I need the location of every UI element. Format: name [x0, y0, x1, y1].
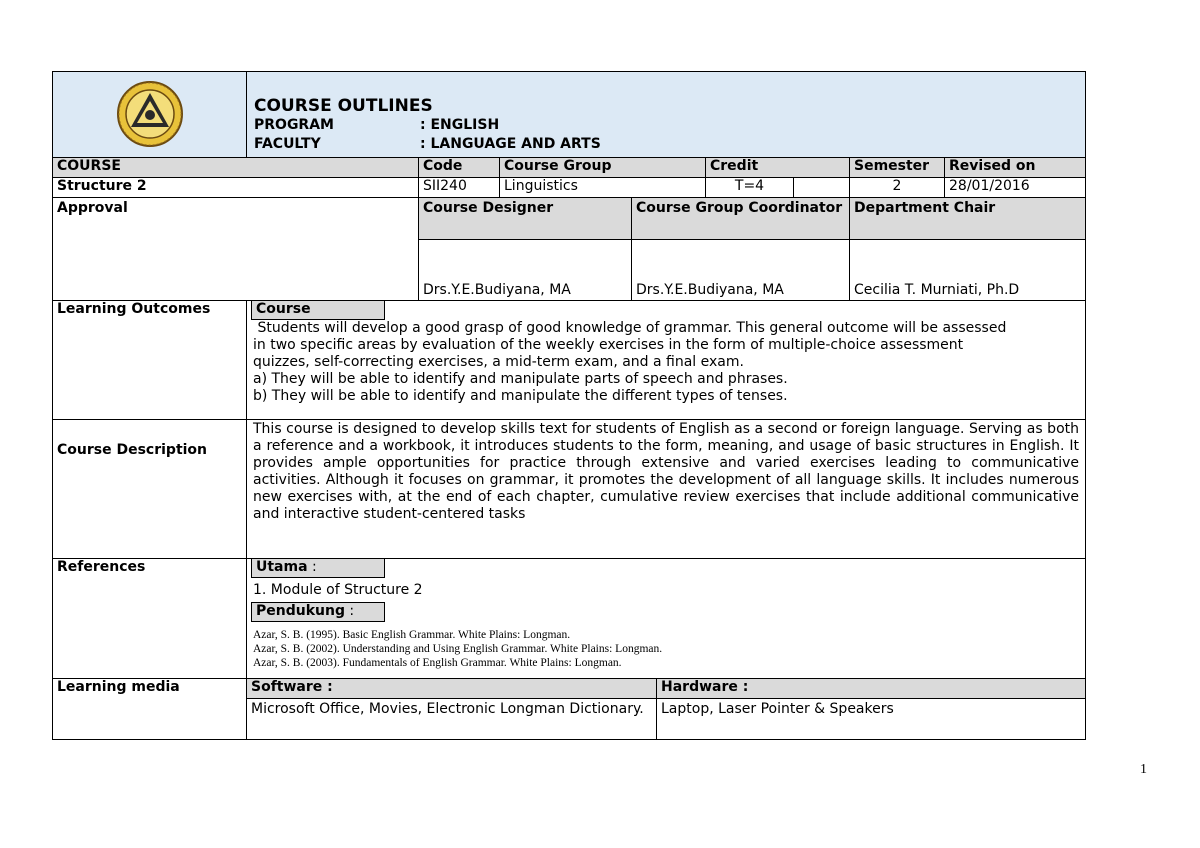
department-chair-name	[849, 239, 1086, 301]
revised-on-value: 28/01/2016	[944, 177, 1086, 198]
outcome-line: a) They will be able to identify and manipulate parts of speech and phrases.	[253, 371, 788, 387]
main-references-colon: :	[307, 559, 317, 575]
learning-outcomes-content	[246, 300, 1086, 420]
page-number: 1	[1140, 762, 1147, 777]
outcome-line: b) They will be able to identify and manipulate the different types of tenses.	[253, 388, 788, 404]
software-list: Microsoft Office, Movies, Electronic Longman Dictionary.	[246, 698, 657, 740]
main-references-tag	[251, 558, 385, 578]
logo-cell	[52, 71, 247, 158]
semester-value: 2	[849, 177, 945, 198]
supporting-reference-item: Azar, S. B. (2003). Fundamentals of English Grammar. White Plains: Longman.	[253, 657, 622, 669]
revised-on-header: Revised on	[944, 157, 1086, 178]
course-designer-header: Course Designer	[418, 197, 632, 240]
course-group-header: Course Group	[499, 157, 706, 178]
coordinator-name	[631, 239, 850, 301]
course-group: Linguistics	[499, 177, 706, 198]
software-header: Software :	[246, 678, 657, 699]
credit-extra	[793, 177, 850, 198]
code-header: Code	[418, 157, 500, 178]
supporting-reference-item: Azar, S. B. (1995). Basic English Grammar. White Plains: Longman.	[253, 629, 571, 641]
outcomes-text	[253, 320, 1083, 405]
outcome-line: quizzes, self-correcting exercises, a mid-term exam, and a final exam.	[253, 354, 744, 370]
course-code: SII240	[418, 177, 500, 198]
course-name: Structure 2	[52, 177, 419, 198]
page-title: COURSE OUTLINES	[254, 96, 433, 116]
references-content	[246, 558, 1086, 679]
hardware-list: Laptop, Laser Pointer & Speakers	[656, 698, 1086, 740]
outcome-line: Students will develop a good grasp of good knowledge of grammar. This general outcome will be assessed	[253, 320, 1007, 336]
supporting-reference-item: Azar, S. B. (2002). Understanding and Using English Grammar. White Plains: Longman.	[253, 643, 663, 655]
supporting-references-tag	[251, 602, 385, 622]
learning-media-label: Learning media	[52, 678, 247, 740]
coordinator-header: Course Group Coordinator	[631, 197, 850, 240]
supporting-references-colon: :	[344, 603, 355, 619]
credit-header: Credit	[705, 157, 850, 178]
program-label: PROGRAM	[254, 117, 334, 133]
department-chair-header: Department Chair	[849, 197, 1086, 240]
coordinator-text: Drs.Y.E.Budiyana, MA	[636, 282, 784, 298]
approval-label: Approval	[52, 197, 419, 301]
learning-outcomes-label: Learning Outcomes	[52, 300, 247, 420]
semester-header: Semester	[849, 157, 945, 178]
main-references-tag-text: Utama	[256, 559, 308, 575]
course-designer-text: Drs.Y.E.Budiyana, MA	[423, 282, 571, 298]
faculty-label: FACULTY	[254, 136, 321, 152]
main-reference-item: 1. Module of Structure 2	[253, 582, 423, 598]
faculty-value: : LANGUAGE AND ARTS	[420, 136, 601, 152]
course-description-label-text: Course Description	[57, 442, 208, 458]
supporting-references-tag-text: Pendukung	[256, 603, 345, 619]
program-value: : ENGLISH	[420, 117, 500, 133]
hardware-header: Hardware :	[656, 678, 1086, 699]
course-description-label	[52, 419, 247, 559]
course-designer-name	[418, 239, 632, 301]
department-chair-text: Cecilia T. Murniati, Ph.D	[854, 282, 1020, 298]
outcome-line: in two specific areas by evaluation of the weekly exercises in the form of multiple-choice assessment	[253, 337, 964, 353]
credit-value: T=4	[705, 177, 794, 198]
supporting-reference-list	[253, 628, 1073, 670]
university-seal-icon	[115, 79, 185, 149]
course-tag: Course	[251, 300, 385, 320]
course-header: COURSE	[52, 157, 419, 178]
course-description-text: This course is designed to develop skills text for students of English as a second or foreign language. Serving as both a reference and a workbook, it introduces students to the form, meaning, and usage of basic structures in English. It provides ample opportunities for practice through extensive and varied exercises leading to communicative activities. Although it focuses on grammar, it promotes the development of all language skills. It includes numerous new exercises with, at the end of each chapter, cumulative review exercises that include additional communicative and interactive student-centered tasks	[246, 419, 1086, 559]
references-label: References	[52, 558, 247, 679]
